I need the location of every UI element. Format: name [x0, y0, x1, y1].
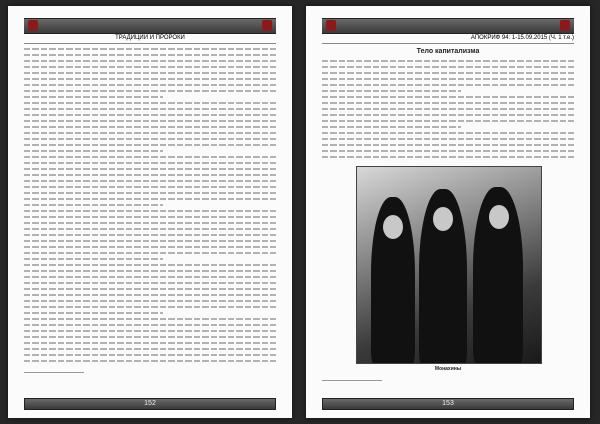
left-body-text — [24, 46, 276, 368]
left-header-bar — [24, 18, 276, 34]
article-photo — [356, 166, 542, 364]
left-page — [8, 6, 292, 418]
right-footer-bar — [322, 398, 574, 410]
photo-face — [489, 205, 509, 229]
emblem-icon — [326, 20, 336, 31]
page-number: 152 — [144, 400, 156, 407]
right-page — [306, 6, 590, 418]
emblem-icon — [262, 20, 272, 31]
page-number: 153 — [442, 400, 454, 407]
photo-caption: Монахины — [434, 366, 462, 372]
emblem-icon — [560, 20, 570, 31]
right-section-title: АПОКРИФ 94: 1-15.09.2015 (Ч. 1 т.е.) — [322, 34, 574, 44]
emblem-icon — [28, 20, 38, 31]
photo-face — [383, 215, 403, 239]
left-section-title: ТРАДИЦИИ И ПРОРОКИ — [24, 34, 276, 44]
photo-face — [433, 207, 453, 231]
right-header-bar — [322, 18, 574, 34]
footnote-rule — [24, 372, 84, 373]
text-line — [322, 154, 574, 160]
text-line — [24, 358, 276, 364]
left-footer-bar — [24, 398, 276, 410]
article-title: Тело капитализма — [416, 48, 480, 55]
right-body-text — [322, 58, 574, 162]
footnote-rule — [322, 380, 382, 381]
